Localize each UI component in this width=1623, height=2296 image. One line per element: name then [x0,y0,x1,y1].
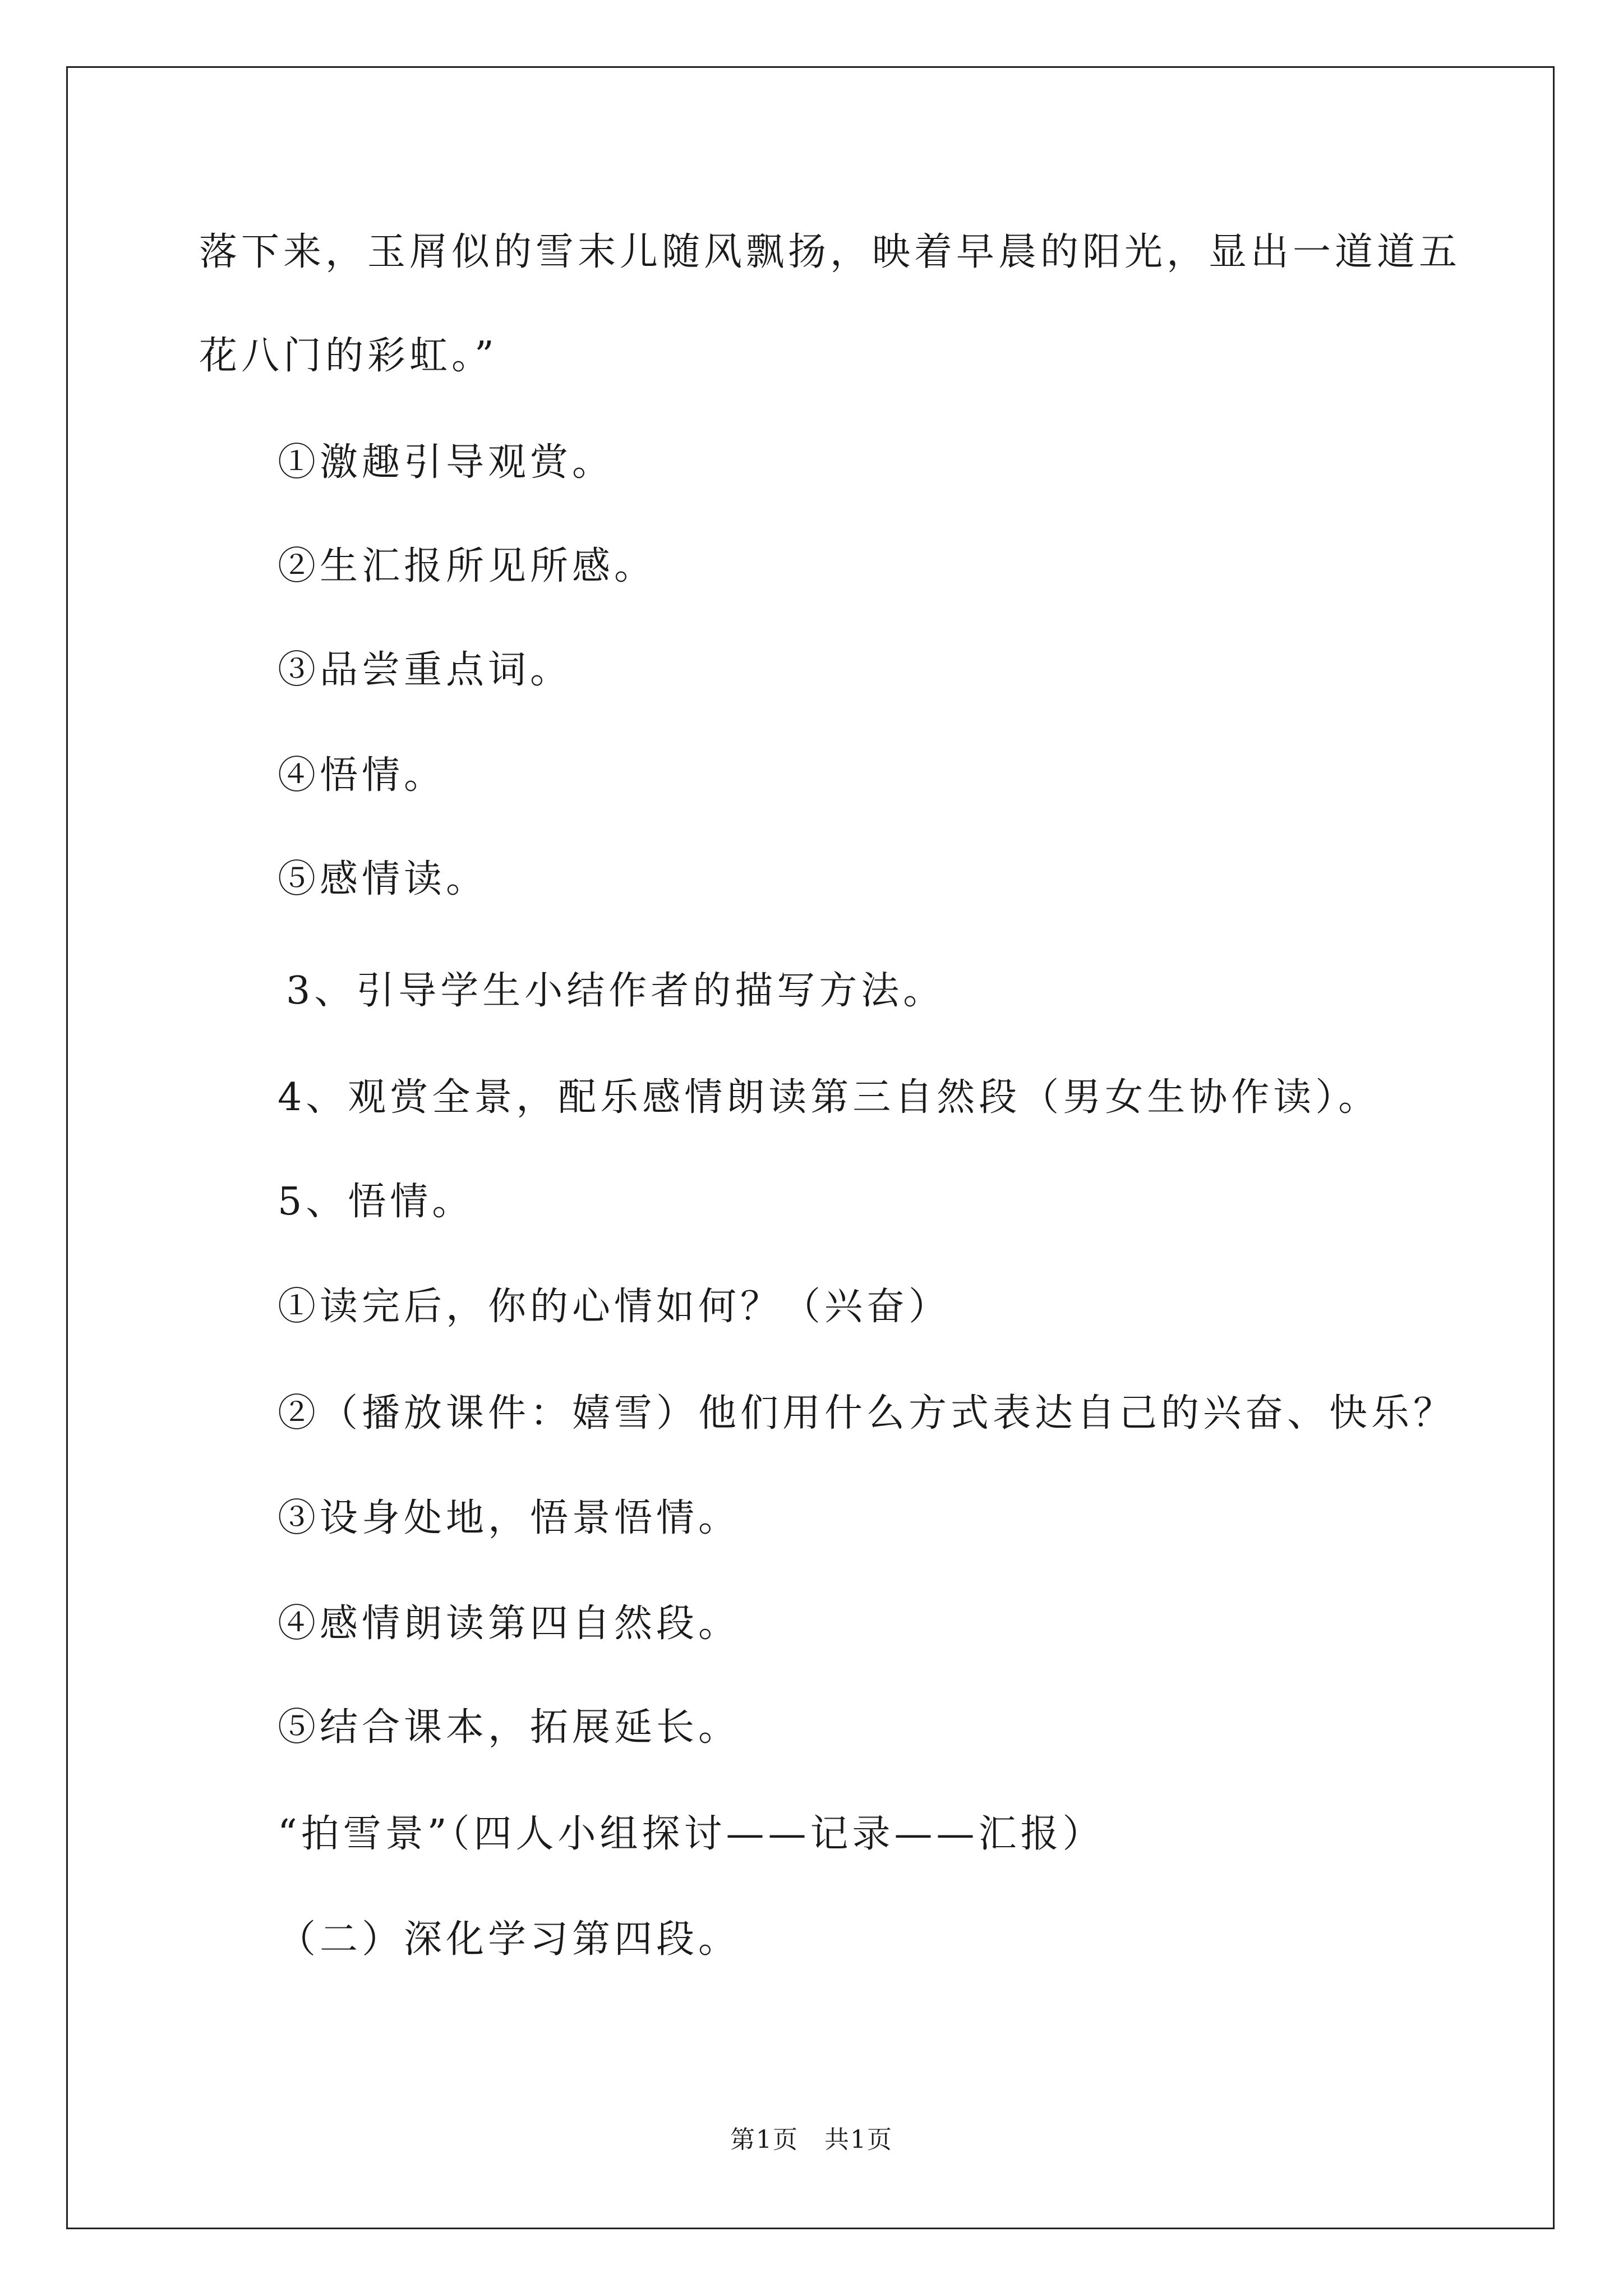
list-item: ①读完后，你的心情如何？（兴奋） [278,1285,951,1329]
list-item: 4、观赏全景，配乐感情朗读第三自然段（男女生协作读）。 [278,1075,1381,1120]
list-item: ②（播放课件：嬉雪）他们用什么方式表达自己的兴奋、快乐？ [278,1391,1456,1435]
list-item: ④悟情。 [278,753,446,798]
list-item: 5、悟情。 [278,1180,474,1224]
list-item: ③品尝重点词。 [278,648,573,692]
list-item: 3、引导学生小结作者的描写方法。 [286,969,946,1013]
paragraph-line: 落下来，玉屑似的雪末儿随风飘扬，映着早晨的阳光，显出一道道五 [199,230,1461,274]
list-item: ⑤感情读。 [278,857,488,901]
paragraph-line: 花八门的彩虹。” [199,334,498,378]
page-footer: 第1页 共1页 [730,2125,893,2154]
paragraph-line: “拍雪景”（四人小组探讨——记录——汇报） [278,1812,1105,1856]
list-item: ④感情朗读第四自然段。 [278,1602,741,1646]
list-item: ②生汇报所见所感。 [278,544,657,588]
list-item: ③设身处地，悟景悟情。 [278,1496,741,1540]
list-item: ⑤结合课本，拓展延长。 [278,1705,741,1750]
list-item: ①激趣引导观赏。 [278,440,615,485]
section-heading: （二）深化学习第四段。 [278,1917,741,1962]
